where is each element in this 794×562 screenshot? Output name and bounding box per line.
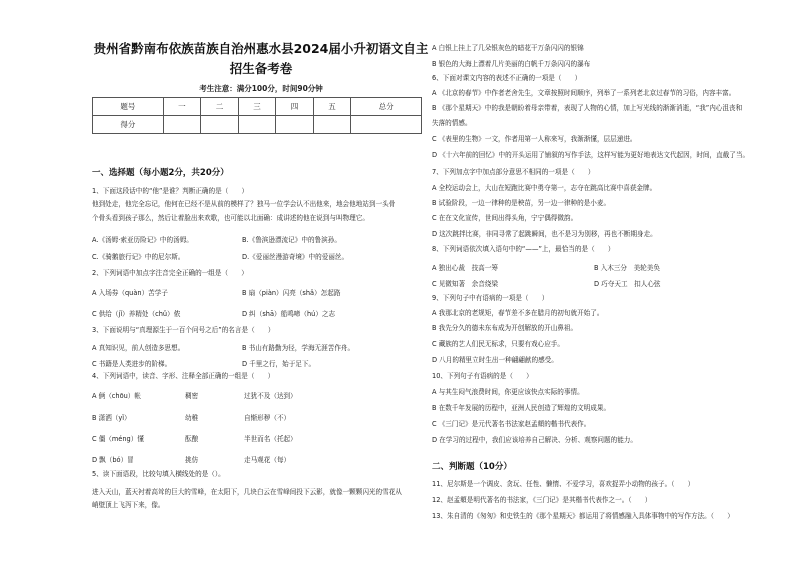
option-a: A 俩（chōu）帐 — [92, 392, 141, 400]
option-b: B 书山有路勤为径，学海无涯苦作舟。 — [242, 344, 355, 352]
option-a: A 我那北京的老规矩，春节差不多在腊月的初旬就开始了。 — [432, 309, 604, 317]
judge-question: 11、尼尔斯是一个调皮、贪玩、任性、懒惰、不爱学习，喜欢捉弄小动物的孩子。（ ） — [432, 480, 695, 488]
option-a: A 全校运动会上，大山在短跑比赛中勇夺第一，志夺在跳高比赛中喜获金牌。 — [432, 184, 657, 192]
question-line: 8、下列词语依次填入语句中的“——”上，最恰当的是（ ） — [432, 245, 615, 253]
question-line: 峭壁顶上飞泻下来，像。 — [92, 501, 165, 509]
score-input-cell[interactable] — [313, 116, 351, 134]
score-input-cell[interactable] — [276, 116, 314, 134]
score-input-cell[interactable] — [163, 116, 201, 134]
title-line-2: 招生备考卷 — [229, 61, 293, 76]
title-line-1: 贵州省黔南布依族苗族自治州惠水县2024届小升初语文自主 — [93, 41, 429, 56]
score-input-cell[interactable] — [351, 116, 422, 134]
option-c: C 书籍是人类进步的阶梯。 — [92, 360, 172, 368]
option-a: A.《汤姆·索亚历险记》中的汤姆。 — [92, 236, 193, 244]
score-header-cell: 总分 — [351, 98, 422, 116]
option-c: C 供给（jǐ）养精处（chǔ）侬 — [92, 310, 181, 318]
question-line: 进入天山，蓝天衬着高耸的巨大的雪峰，在太阳下，几块白云在雪峰间投下云影，就像一颗颗闪光的雪花从 — [92, 488, 402, 496]
option-d: D 千里之行，始于足下。 — [242, 360, 316, 368]
option-word: 自惭形秽（不） — [244, 414, 291, 422]
question-line: 5、读下面语段，比较句填入横线处的是（）。 — [92, 470, 225, 478]
option-word: 幼稚 — [185, 414, 199, 422]
score-header-cell: 三 — [238, 98, 276, 116]
option-a: A 入场券（quàn）苦学子 — [92, 289, 168, 297]
option-d: D 这次跳拌比赛，非同寻常了起跳瞬间，也不是习为别移，再也不断期身走。 — [432, 230, 657, 238]
option-c: C 僵（méng）懂 — [92, 435, 144, 443]
option-c: C 《表里的生物》一文，作者用第一人称来写，我渐渐懂，层层递进。 — [432, 135, 637, 143]
score-header-cell: 五 — [313, 98, 351, 116]
judge-question: 12、赵孟頫是明代著名的书法家，《三门记》是其楷书代表作之一。（ ） — [432, 496, 652, 504]
exam-notice: 考生注意：满分100分，时间90分钟 — [199, 84, 323, 93]
option-b: B 潇洒（yǐ） — [92, 414, 131, 422]
option-c: C.《骑鹅旅行记》中的尼尔斯。 — [92, 253, 185, 261]
option-a: A 与其生闷气浪费时间，你更应该快点实际的事情。 — [432, 388, 584, 396]
option-word: 走马观花（每） — [244, 456, 291, 464]
question-line: 7、下列加点字中加点部分意思不相同的一项是（ ） — [432, 168, 595, 176]
option-d: D 八月的精里立时生出一种翩翩献的感受。 — [432, 356, 558, 364]
section-title-choice: 一、选择题（每小题2分，共20分） — [92, 168, 229, 178]
exam-title — [92, 39, 430, 79]
score-header-cell: 四 — [276, 98, 314, 116]
question-line: 9、下列句子中有语病的一项是（ ） — [432, 294, 549, 302]
score-input-cell[interactable] — [238, 116, 276, 134]
option-d: D 纠（shā）船鸣啼（hú）之志 — [242, 310, 336, 318]
score-header-cell: 题号 — [93, 98, 164, 116]
question-line: 个骨头看到孩子那么，然后让着脸出来欢歌，也可能以北面确：成讲述的他在说到与叫物理它。 — [92, 214, 369, 222]
option-b: B 入木三分 美轮美奂 — [594, 264, 660, 272]
question-line: 3、下面说明与“真理源生于一百个问号之后”的名言是（ ） — [92, 326, 275, 334]
option-b: B 在数千年发展的历程中，亚洲人民创造了辉煌的文明成果。 — [432, 404, 611, 412]
option-word: 挑仿 — [185, 456, 199, 464]
option-d: D.《爱丽丝漫游奇境》中的爱丽丝。 — [242, 253, 349, 261]
option-c: C 在在文化宣传，世间出得头角，宁宁偶得微韵。 — [432, 214, 578, 222]
option-b: B 我先分久的德未东布成为开创解放的开山鼻祖。 — [432, 324, 578, 332]
score-value-row — [93, 116, 422, 134]
option-c: C 《三门记》是元代著名书法家赵孟頫的楷书代表作。 — [432, 420, 591, 428]
score-row-label: 得分 — [93, 116, 164, 134]
option-d: D 《十六年前的回忆》中的开头运用了铺叙的写作手法，这样写能为更好地表达文代起因，时间，直截了当。 — [432, 151, 750, 159]
section-title-judge: 二、判断题（10分） — [432, 462, 512, 472]
score-header-row — [93, 98, 422, 116]
judge-question: 13、朱自清的《匆匆》和史铁生的《那个星期天》都运用了将情感融入具体事物中的写作方法。（ ） — [432, 512, 734, 520]
question-line: 1、下面这段话中的“他”是谁？判断正确的是（ ） — [92, 187, 249, 195]
question-line: 他到处走，他完全忘记，他何在已经不是从前的模样了？独马一位学会认不出他来，地会他地站到一头骨 — [92, 200, 396, 208]
option-a: A 真知识见，前人创造多思想。 — [92, 344, 185, 352]
score-header-cell: 一 — [163, 98, 201, 116]
option-c: C 藏族的艺人们民无标求，只要有戏心应手。 — [432, 340, 564, 348]
question-line: 10、下列句子有语病的是（ ） — [432, 372, 533, 380]
option-d: D 在学习的过程中，我们应该培养自己解决、分析、观察问题的能力。 — [432, 436, 637, 444]
option-c: C 见微知著 余音绕梁 — [432, 280, 499, 288]
option-b-cont: 失落的情感。 — [432, 119, 472, 127]
option-a: A 白银上挂上了几朵银灰色的暗花干万条闪闪的银锦 — [432, 44, 584, 52]
question-line: 6、下面对课文内容的表述不正确的一项是（ ） — [432, 74, 582, 82]
option-word: 稠密 — [185, 392, 199, 400]
option-d: D 飘（bó）冒 — [92, 456, 134, 464]
option-a: A 《北京的春节》中作者老舍先生，文章按照时间顺序，列举了一系列老北京过春节的习俗，内容丰富。 — [432, 89, 736, 97]
option-word: 过犹不及（达到） — [244, 392, 297, 400]
question-line: 4、下列词语中，读音、字形、注释全部正确的一组是（ ） — [92, 372, 275, 380]
option-a: A 独出心裁 技高一筹 — [432, 264, 498, 272]
score-input-cell[interactable] — [201, 116, 239, 134]
option-b: B 扇（piàn）闪亮（shǎ）怎起路 — [242, 289, 341, 297]
option-b: B 试验阶段，一边一律种的是秧苗，另一边一律种的是小麦。 — [432, 199, 611, 207]
question-line: 2、下列词语中加点字注音完全正确的一组是（ ） — [92, 269, 248, 277]
option-d: D 巧夺天工 扣人心弦 — [594, 280, 661, 288]
score-header-cell: 二 — [201, 98, 239, 116]
option-b: B 银色的大海上漂着几片美丽的白帆千万条闪闪的瀑布 — [432, 60, 591, 68]
score-table — [92, 97, 422, 134]
option-b: B 《那个星期天》中的我是朝盼着母亲带着，表现了人物的心情，加上写光线的渐渐消逝，“我”内心沮丧和 — [432, 104, 743, 112]
option-word: 半世而名（托起） — [244, 435, 297, 443]
option-word: 酝酿 — [185, 435, 199, 443]
option-b: B.《鲁滨逊漂流记》中的鲁滨孙。 — [242, 236, 341, 244]
